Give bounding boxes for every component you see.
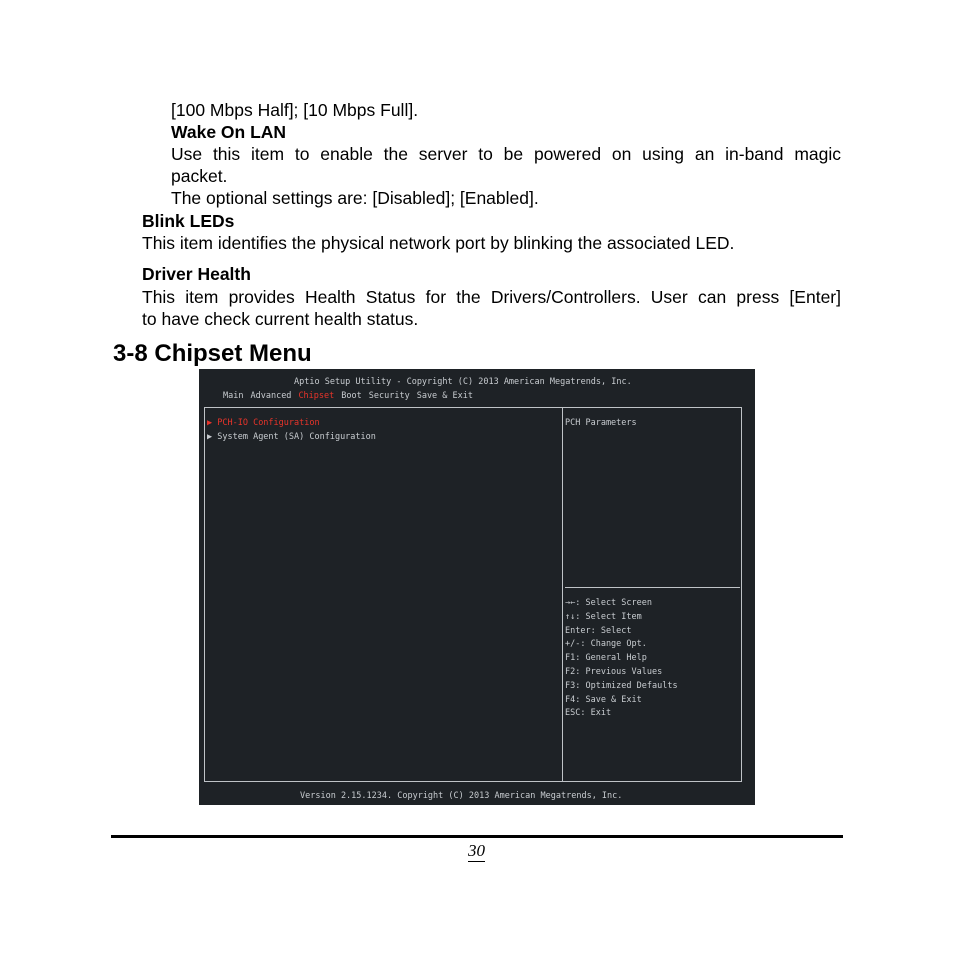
wol-heading: Wake On LAN (171, 122, 287, 142)
menu-item-pch-io[interactable]: ▶ PCH-IO Configuration (207, 418, 320, 428)
blink-heading: Blink LEDs (142, 211, 235, 231)
bios-footer: Version 2.15.1234. Copyright (C) 2013 American Megatrends, Inc. (300, 791, 623, 801)
key-legend (565, 597, 678, 721)
key-hint: →←: Select Screen (565, 598, 652, 608)
key-hint: F2: Previous Values (565, 666, 663, 677)
dh-heading: Driver Health (142, 264, 251, 284)
page-number: 30 (468, 841, 485, 860)
arrow-right-icon: ▶ (207, 418, 218, 428)
key-hint: Enter: Select (565, 625, 632, 636)
blink-desc: This item identifies the physical network port by blinking the associated LED. (142, 233, 735, 253)
wol-desc-cont: packet. (171, 166, 228, 186)
menu-item-system-agent[interactable]: ▶ System Agent (SA) Configuration (207, 432, 376, 442)
key-hint: ESC: Exit (565, 708, 612, 719)
tab-advanced[interactable]: Advanced (250, 391, 292, 401)
help-text: PCH Parameters (565, 418, 637, 428)
divider (565, 587, 740, 588)
bios-title: Aptio Setup Utility - Copyright (C) 2013 American Megatrends, Inc. (294, 377, 632, 387)
tab-main[interactable]: Main (223, 391, 244, 401)
wol-options: The optional settings are: [Disabled]; [Enabled]. (171, 188, 539, 208)
bios-tabs (223, 391, 480, 401)
key-hint: ↑↓: Select Item (565, 611, 642, 622)
tab-security[interactable]: Security (368, 391, 410, 401)
key-hint: F3: Optimized Defaults (565, 680, 678, 691)
tab-boot[interactable]: Boot (341, 391, 362, 401)
key-hint: F4: Save & Exit (565, 694, 642, 705)
section-heading: 3-8 Chipset Menu (113, 340, 312, 367)
bios-main-panel (204, 407, 563, 782)
dh-desc: This item provides Health Status for the Drivers/Controllers. User can press [Enter] (142, 287, 841, 307)
dh-desc-cont: to have check current health status. (142, 309, 419, 329)
footer-rule (111, 835, 843, 838)
key-hint: +/-: Change Opt. (565, 639, 647, 650)
speed-options: [100 Mbps Half]; [10 Mbps Full]. (171, 100, 419, 120)
arrow-right-icon: ▶ (207, 432, 218, 442)
bios-help-panel (562, 407, 742, 782)
tab-chipset[interactable]: Chipset (298, 391, 335, 401)
wol-desc: Use this item to enable the server to be powered on using an in-band magic (171, 144, 841, 164)
key-hint: F1: General Help (565, 653, 647, 664)
bios-screenshot (199, 369, 755, 805)
tab-save-exit[interactable]: Save & Exit (416, 391, 473, 401)
